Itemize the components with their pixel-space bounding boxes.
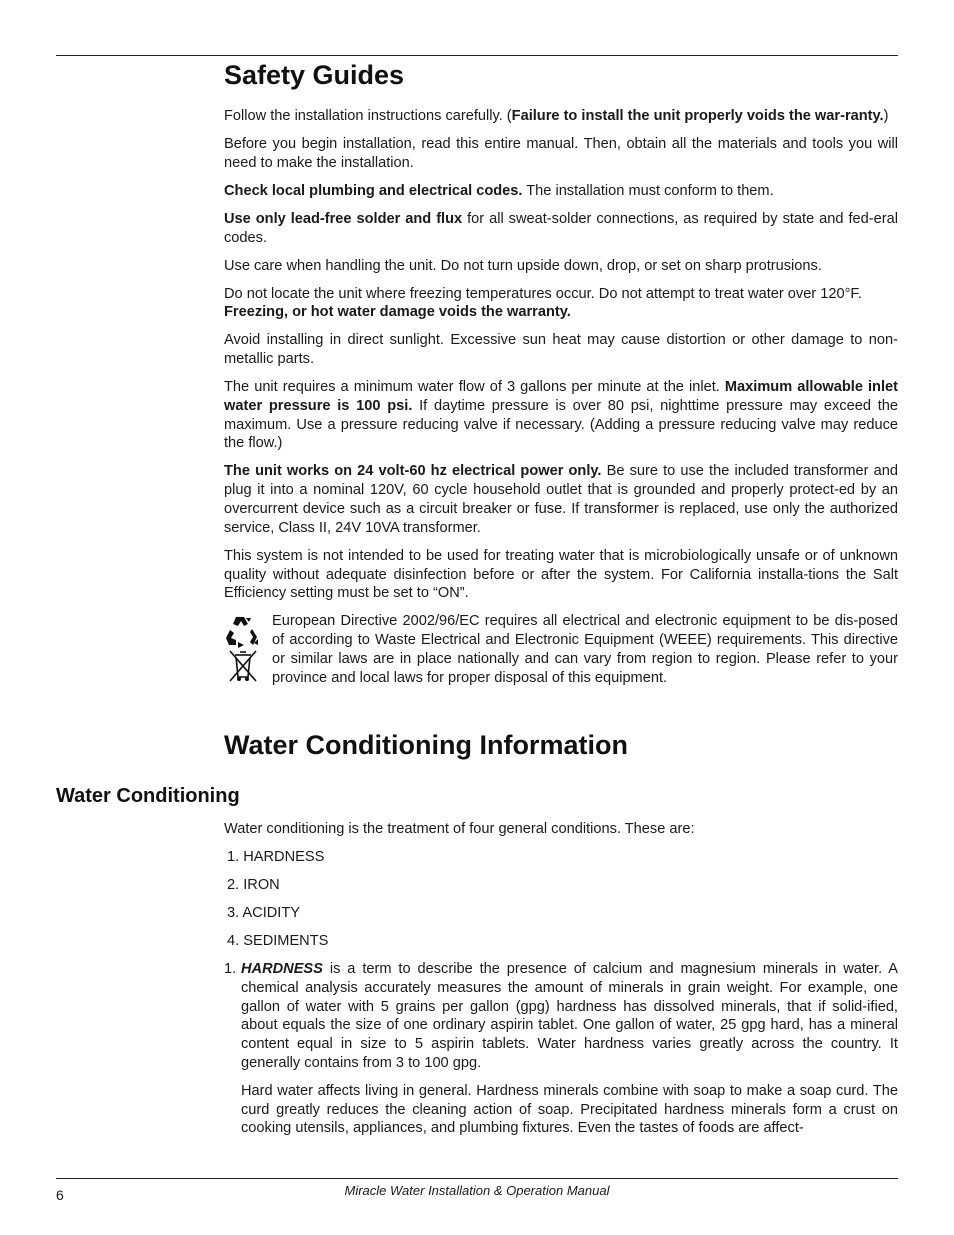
footer-title: Miracle Water Installation & Operation Manual — [344, 1183, 610, 1198]
list-item: 2. IRON — [227, 876, 280, 893]
hardness-item — [224, 960, 898, 1082]
list-item: 1. HARDNESS — [227, 848, 325, 865]
header-rule — [56, 55, 898, 56]
safety-paragraph-4: Use only lead-free solder and flux for all sweat-solder connections, as required by state and fed-eral codes. — [224, 210, 898, 246]
hardness-number: 1. — [224, 960, 237, 977]
safety-section — [224, 58, 898, 762]
page-number: 6 — [56, 1187, 64, 1203]
list-item: 4. SEDIMENTS — [227, 932, 329, 949]
conditioning-title: Water Conditioning Information — [224, 729, 628, 760]
weee-notice — [224, 612, 898, 687]
conditioning-subtitle: Water Conditioning — [56, 785, 240, 807]
recycle-icon — [224, 615, 260, 649]
hard-water-paragraph: Hard water affects living in general. Hardness minerals combine with soap to make a soap curd. The curd greatly reduces the cleaning action of soap. Precipitated hardness minerals form a crust on cooking utensils, appliances, and plumbing fixtures. Even the tastes of foods are affect- — [241, 1082, 898, 1137]
safety-paragraph-5: Use care when handling the unit. Do not turn upside down, drop, or set on sharp protrusions. — [224, 257, 822, 274]
safety-title: Safety Guides — [224, 60, 405, 90]
safety-paragraph-8: The unit requires a minimum water flow of 3 gallons per minute at the inlet. Maximum allowable inlet water pressure is 100 psi. If daytime pressure is over 80 psi, nighttime pressure may exceed the maximum. Use a pressure reducing valve if necessary. (Adding a pressure reducing valve may reduce the flow.) — [224, 379, 898, 452]
safety-paragraph-1: Follow the installation instructions carefully. (Failure to install the unit properly voids the war-ranty.) — [224, 108, 889, 124]
footer-rule — [56, 1178, 898, 1179]
safety-paragraph-6: Do not locate the unit where freezing temperatures occur. Do not attempt to treat water over 120°F. Freezing, or hot water damage voids the warranty. — [224, 285, 862, 321]
crossed-out-bin-icon — [224, 649, 260, 683]
conditioning-intro: Water conditioning is the treatment of four general conditions. These are: — [224, 821, 695, 837]
list-item: 3. ACIDITY — [227, 904, 300, 921]
hardness-paragraph: HARDNESS is a term to describe the presence of calcium and magnesium minerals in water. A chemical analysis accurately measures the amount of minerals in grain weight. For example, one gallon of water with 5 grains per gallon (gpg) hardness has dissolved minerals, that if solid-ified, about equals the size of one ordinary aspirin tablet. One gallon of water, 25 gpg hard, has a mineral content equal in size to 5 aspirin tablets. Water hardness varies greatly across the country. It generally contains from 3 to 100 gpg. — [241, 960, 898, 1071]
conditioning-section — [224, 820, 898, 1147]
weee-text: European Directive 2002/96/EC requires all electrical and electronic equipment to be dis-posed of according to Waste Electrical and Electronic Equipment (WEEE) requirements. This directive or similar laws are in place nationally and can vary from region to region. Please refer to your province and local laws for proper disposal of this equipment. — [272, 613, 898, 686]
safety-paragraph-2: Before you begin installation, read this entire manual. Then, obtain all the materials and tools you will need to make the installation. — [224, 135, 898, 171]
safety-paragraph-9: The unit works on 24 volt-60 hz electrical power only. Be sure to use the included transformer and plug it into a nominal 120V, 60 cycle household outlet that is grounded and properly protect-ed by an overcurrent device such as a circuit breaker or fuse. If transformer is replaced, use only the authorized service, Class II, 24V 10VA transformer. — [224, 463, 899, 536]
safety-paragraph-7: Avoid installing in direct sunlight. Excessive sun heat may cause distortion or other damage to non-metallic parts. — [224, 332, 898, 368]
weee-icons — [224, 612, 272, 683]
safety-paragraph-10: This system is not intended to be used for treating water that is microbiologically unsafe or of unknown quality without adequate disinfection before or after the system. For California installa-tions the Salt Efficiency setting must be set to “ON”. — [224, 547, 898, 602]
safety-paragraph-3: Check local plumbing and electrical codes. The installation must conform to them. — [224, 182, 774, 199]
